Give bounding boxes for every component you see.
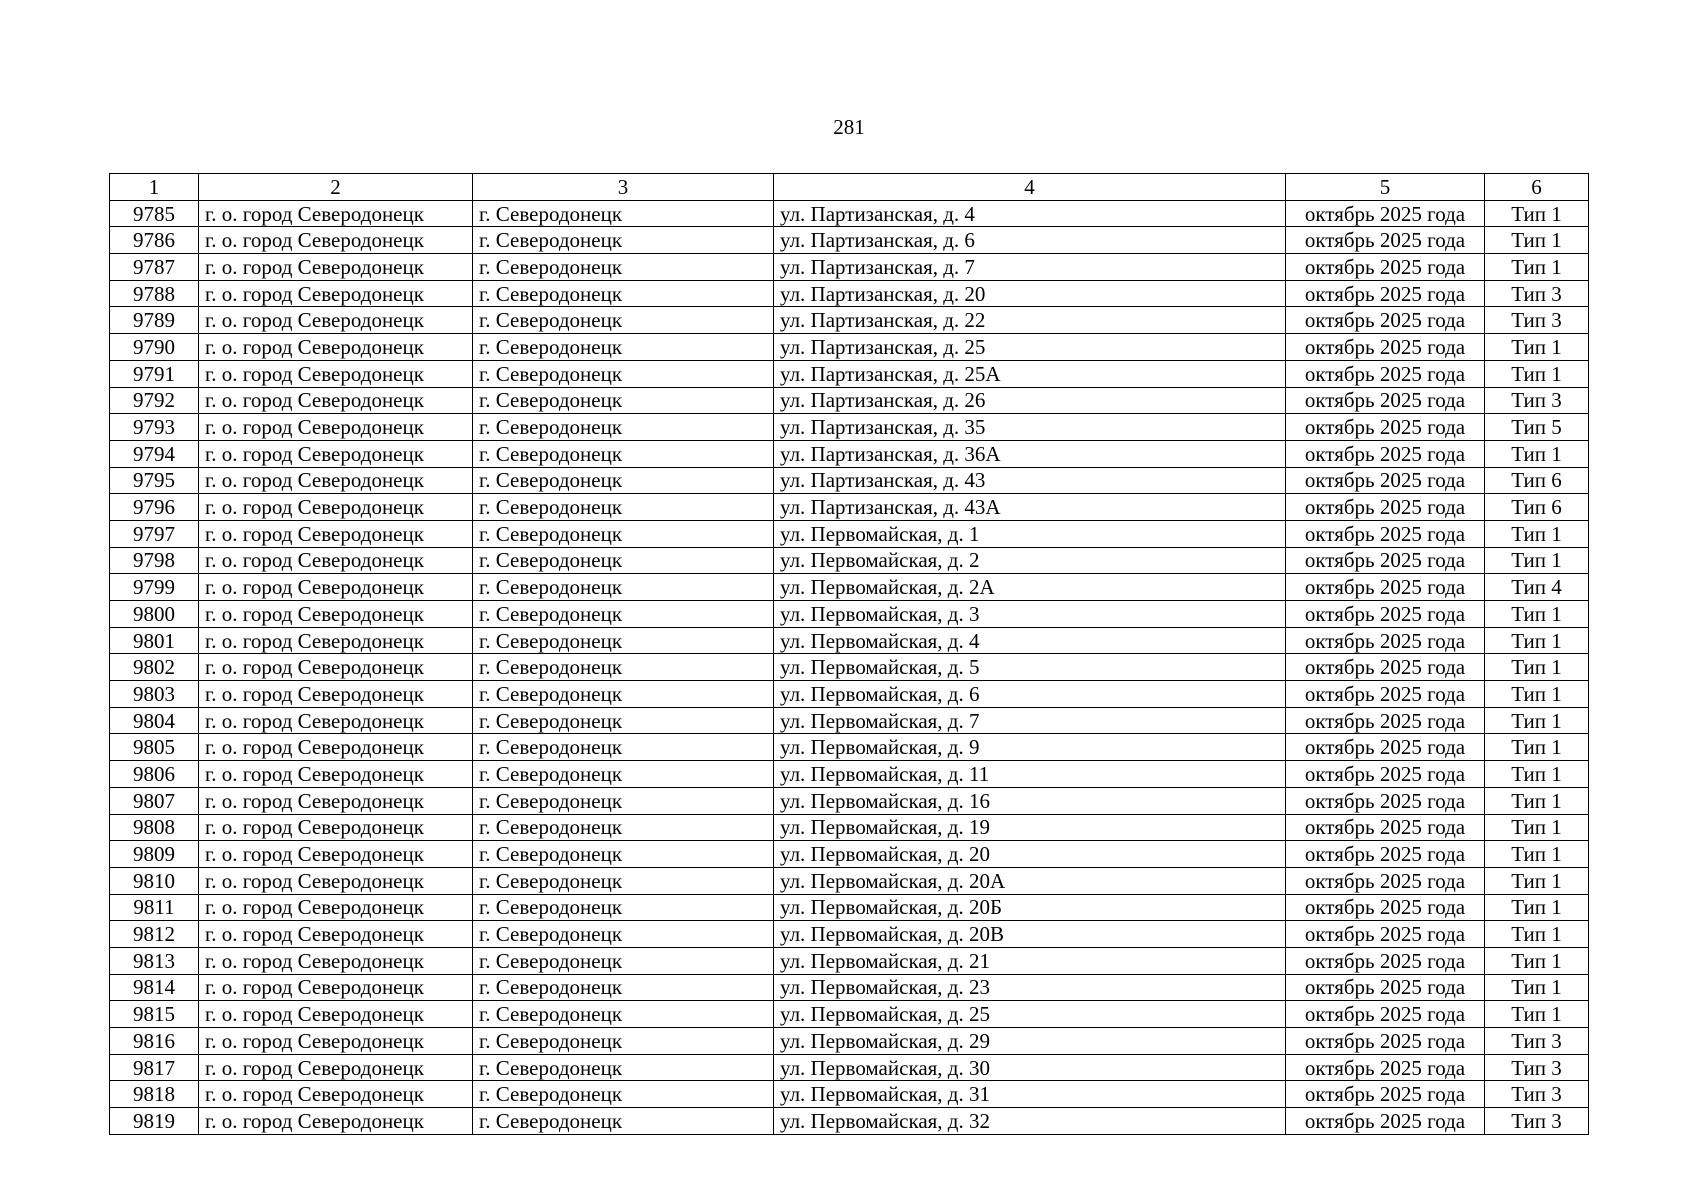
row-number-cell: 9807 (110, 787, 199, 814)
municipality-cell: г. о. город Северодонецк (199, 440, 473, 467)
type-cell: Тип 4 (1485, 574, 1589, 601)
address-cell: ул. Первомайская, д. 29 (774, 1028, 1286, 1055)
locality-cell: г. Северодонецк (473, 547, 774, 574)
address-cell: ул. Партизанская, д. 36А (774, 440, 1286, 467)
deadline-cell: октябрь 2025 года (1286, 360, 1485, 387)
type-cell: Тип 6 (1485, 467, 1589, 494)
type-cell: Тип 1 (1485, 200, 1589, 227)
deadline-cell: октябрь 2025 года (1286, 494, 1485, 521)
table-header-row (110, 174, 1589, 201)
type-cell: Тип 1 (1485, 734, 1589, 761)
row-number-cell: 9816 (110, 1028, 199, 1055)
deadline-cell: октябрь 2025 года (1286, 520, 1485, 547)
deadline-cell: октябрь 2025 года (1286, 467, 1485, 494)
locality-cell: г. Северодонецк (473, 867, 774, 894)
type-cell: Тип 1 (1485, 227, 1589, 254)
type-cell: Тип 1 (1485, 254, 1589, 281)
row-number-cell: 9804 (110, 707, 199, 734)
type-cell: Тип 3 (1485, 307, 1589, 334)
deadline-cell: октябрь 2025 года (1286, 1108, 1485, 1135)
table-row (110, 520, 1589, 547)
table-row (110, 761, 1589, 788)
table-row (110, 227, 1589, 254)
address-cell: ул. Первомайская, д. 25 (774, 1001, 1286, 1028)
address-cell: ул. Партизанская, д. 6 (774, 227, 1286, 254)
table-row (110, 707, 1589, 734)
type-cell: Тип 1 (1485, 520, 1589, 547)
type-cell: Тип 3 (1485, 1081, 1589, 1108)
table-row (110, 1028, 1589, 1055)
address-cell: ул. Первомайская, д. 7 (774, 707, 1286, 734)
row-number-cell: 9793 (110, 414, 199, 441)
page-number: 281 (833, 115, 865, 139)
deadline-cell: октябрь 2025 года (1286, 894, 1485, 921)
table-row (110, 1001, 1589, 1028)
municipality-cell: г. о. город Северодонецк (199, 947, 473, 974)
address-cell: ул. Партизанская, д. 22 (774, 307, 1286, 334)
deadline-cell: октябрь 2025 года (1286, 574, 1485, 601)
deadline-cell: октябрь 2025 года (1286, 547, 1485, 574)
locality-cell: г. Северодонецк (473, 627, 774, 654)
municipality-cell: г. о. город Северодонецк (199, 547, 473, 574)
locality-cell: г. Северодонецк (473, 1054, 774, 1081)
address-cell: ул. Первомайская, д. 3 (774, 601, 1286, 628)
address-cell: ул. Первомайская, д. 5 (774, 654, 1286, 681)
type-cell: Тип 1 (1485, 841, 1589, 868)
type-cell: Тип 3 (1485, 280, 1589, 307)
table-row (110, 654, 1589, 681)
address-cell: ул. Партизанская, д. 25А (774, 360, 1286, 387)
municipality-cell: г. о. город Северодонецк (199, 974, 473, 1001)
deadline-cell: октябрь 2025 года (1286, 681, 1485, 708)
address-cell: ул. Первомайская, д. 4 (774, 627, 1286, 654)
row-number-cell: 9801 (110, 627, 199, 654)
row-number-cell: 9795 (110, 467, 199, 494)
type-cell: Тип 1 (1485, 947, 1589, 974)
deadline-cell: октябрь 2025 года (1286, 200, 1485, 227)
address-cell: ул. Первомайская, д. 11 (774, 761, 1286, 788)
deadline-cell: октябрь 2025 года (1286, 761, 1485, 788)
locality-cell: г. Северодонецк (473, 227, 774, 254)
address-cell: ул. Первомайская, д. 20А (774, 867, 1286, 894)
locality-cell: г. Северодонецк (473, 974, 774, 1001)
column-header-4: 4 (774, 174, 1286, 201)
row-number-cell: 9794 (110, 440, 199, 467)
row-number-cell: 9797 (110, 520, 199, 547)
address-cell: ул. Первомайская, д. 30 (774, 1054, 1286, 1081)
table-row (110, 947, 1589, 974)
table-row (110, 867, 1589, 894)
municipality-cell: г. о. город Северодонецк (199, 1081, 473, 1108)
type-cell: Тип 1 (1485, 894, 1589, 921)
deadline-cell: октябрь 2025 года (1286, 921, 1485, 948)
municipality-cell: г. о. город Северодонецк (199, 761, 473, 788)
table-row (110, 254, 1589, 281)
row-number-cell: 9785 (110, 200, 199, 227)
municipality-cell: г. о. город Северодонецк (199, 520, 473, 547)
row-number-cell: 9792 (110, 387, 199, 414)
type-cell: Тип 3 (1485, 1028, 1589, 1055)
address-cell: ул. Первомайская, д. 2 (774, 547, 1286, 574)
type-cell: Тип 1 (1485, 440, 1589, 467)
table-row (110, 894, 1589, 921)
deadline-cell: октябрь 2025 года (1286, 254, 1485, 281)
table-row (110, 494, 1589, 521)
type-cell: Тип 1 (1485, 707, 1589, 734)
table-row (110, 1054, 1589, 1081)
table-row (110, 414, 1589, 441)
row-number-cell: 9811 (110, 894, 199, 921)
table-row (110, 681, 1589, 708)
address-cell: ул. Партизанская, д. 43 (774, 467, 1286, 494)
table-row (110, 787, 1589, 814)
locality-cell: г. Северодонецк (473, 707, 774, 734)
locality-cell: г. Северодонецк (473, 1108, 774, 1135)
address-cell: ул. Партизанская, д. 4 (774, 200, 1286, 227)
municipality-cell: г. о. город Северодонецк (199, 1054, 473, 1081)
locality-cell: г. Северодонецк (473, 574, 774, 601)
table-body (110, 200, 1589, 1134)
address-cell: ул. Первомайская, д. 16 (774, 787, 1286, 814)
address-cell: ул. Первомайская, д. 2А (774, 574, 1286, 601)
row-number-cell: 9787 (110, 254, 199, 281)
row-number-cell: 9809 (110, 841, 199, 868)
deadline-cell: октябрь 2025 года (1286, 841, 1485, 868)
deadline-cell: октябрь 2025 года (1286, 440, 1485, 467)
table-row (110, 467, 1589, 494)
locality-cell: г. Северодонецк (473, 467, 774, 494)
address-cell: ул. Первомайская, д. 20Б (774, 894, 1286, 921)
type-cell: Тип 1 (1485, 547, 1589, 574)
deadline-cell: октябрь 2025 года (1286, 627, 1485, 654)
deadline-cell: октябрь 2025 года (1286, 387, 1485, 414)
locality-cell: г. Северодонецк (473, 414, 774, 441)
type-cell: Тип 1 (1485, 601, 1589, 628)
address-cell: ул. Первомайская, д. 1 (774, 520, 1286, 547)
row-number-cell: 9814 (110, 974, 199, 1001)
row-number-cell: 9796 (110, 494, 199, 521)
municipality-cell: г. о. город Северодонецк (199, 681, 473, 708)
locality-cell: г. Северодонецк (473, 1081, 774, 1108)
deadline-cell: октябрь 2025 года (1286, 280, 1485, 307)
deadline-cell: октябрь 2025 года (1286, 601, 1485, 628)
municipality-cell: г. о. город Северодонецк (199, 894, 473, 921)
row-number-cell: 9799 (110, 574, 199, 601)
column-header-5: 5 (1286, 174, 1485, 201)
locality-cell: г. Северодонецк (473, 601, 774, 628)
row-number-cell: 9818 (110, 1081, 199, 1108)
locality-cell: г. Северодонецк (473, 520, 774, 547)
address-cell: ул. Партизанская, д. 7 (774, 254, 1286, 281)
row-number-cell: 9813 (110, 947, 199, 974)
locality-cell: г. Северодонецк (473, 200, 774, 227)
deadline-cell: октябрь 2025 года (1286, 1028, 1485, 1055)
locality-cell: г. Северодонецк (473, 440, 774, 467)
locality-cell: г. Северодонецк (473, 921, 774, 948)
locality-cell: г. Северодонецк (473, 654, 774, 681)
row-number-cell: 9802 (110, 654, 199, 681)
municipality-cell: г. о. город Северодонецк (199, 601, 473, 628)
row-number-cell: 9798 (110, 547, 199, 574)
row-number-cell: 9791 (110, 360, 199, 387)
table-row (110, 814, 1589, 841)
deadline-cell: октябрь 2025 года (1286, 1001, 1485, 1028)
locality-cell: г. Северодонецк (473, 254, 774, 281)
municipality-cell: г. о. город Северодонецк (199, 1108, 473, 1135)
address-cell: ул. Первомайская, д. 20 (774, 841, 1286, 868)
locality-cell: г. Северодонецк (473, 841, 774, 868)
deadline-cell: октябрь 2025 года (1286, 654, 1485, 681)
municipality-cell: г. о. город Северодонецк (199, 280, 473, 307)
municipality-cell: г. о. город Северодонецк (199, 921, 473, 948)
address-cell: ул. Партизанская, д. 43А (774, 494, 1286, 521)
address-cell: ул. Первомайская, д. 21 (774, 947, 1286, 974)
address-cell: ул. Партизанская, д. 20 (774, 280, 1286, 307)
deadline-cell: октябрь 2025 года (1286, 1054, 1485, 1081)
municipality-cell: г. о. город Северодонецк (199, 307, 473, 334)
municipality-cell: г. о. город Северодонецк (199, 707, 473, 734)
table-row (110, 1108, 1589, 1135)
address-cell: ул. Партизанская, д. 35 (774, 414, 1286, 441)
type-cell: Тип 1 (1485, 867, 1589, 894)
address-cell: ул. Первомайская, д. 32 (774, 1108, 1286, 1135)
municipality-cell: г. о. город Северодонецк (199, 387, 473, 414)
row-number-cell: 9786 (110, 227, 199, 254)
row-number-cell: 9815 (110, 1001, 199, 1028)
locality-cell: г. Северодонецк (473, 734, 774, 761)
municipality-cell: г. о. город Северодонецк (199, 574, 473, 601)
table-row (110, 387, 1589, 414)
row-number-cell: 9819 (110, 1108, 199, 1135)
row-number-cell: 9788 (110, 280, 199, 307)
municipality-cell: г. о. город Северодонецк (199, 1028, 473, 1055)
municipality-cell: г. о. город Северодонецк (199, 334, 473, 361)
locality-cell: г. Северодонецк (473, 280, 774, 307)
table-row (110, 1081, 1589, 1108)
locality-cell: г. Северодонецк (473, 1028, 774, 1055)
locality-cell: г. Северодонецк (473, 947, 774, 974)
locality-cell: г. Северодонецк (473, 1001, 774, 1028)
address-cell: ул. Первомайская, д. 31 (774, 1081, 1286, 1108)
municipality-cell: г. о. город Северодонецк (199, 254, 473, 281)
locality-cell: г. Северодонецк (473, 494, 774, 521)
type-cell: Тип 3 (1485, 1054, 1589, 1081)
deadline-cell: октябрь 2025 года (1286, 334, 1485, 361)
type-cell: Тип 1 (1485, 627, 1589, 654)
municipality-cell: г. о. город Северодонецк (199, 841, 473, 868)
municipality-cell: г. о. город Северодонецк (199, 867, 473, 894)
address-cell: ул. Первомайская, д. 20В (774, 921, 1286, 948)
address-cell: ул. Партизанская, д. 25 (774, 334, 1286, 361)
table-row (110, 627, 1589, 654)
type-cell: Тип 1 (1485, 360, 1589, 387)
type-cell: Тип 1 (1485, 334, 1589, 361)
municipality-cell: г. о. город Северодонецк (199, 360, 473, 387)
column-header-1: 1 (110, 174, 199, 201)
locality-cell: г. Северодонецк (473, 307, 774, 334)
municipality-cell: г. о. город Северодонецк (199, 467, 473, 494)
deadline-cell: октябрь 2025 года (1286, 734, 1485, 761)
table-row (110, 440, 1589, 467)
deadline-cell: октябрь 2025 года (1286, 307, 1485, 334)
table-row (110, 547, 1589, 574)
type-cell: Тип 1 (1485, 921, 1589, 948)
table-row (110, 334, 1589, 361)
type-cell: Тип 3 (1485, 387, 1589, 414)
type-cell: Тип 1 (1485, 787, 1589, 814)
locality-cell: г. Северодонецк (473, 814, 774, 841)
table-row (110, 360, 1589, 387)
type-cell: Тип 6 (1485, 494, 1589, 521)
deadline-cell: октябрь 2025 года (1286, 787, 1485, 814)
address-cell: ул. Первомайская, д. 9 (774, 734, 1286, 761)
row-number-cell: 9803 (110, 681, 199, 708)
type-cell: Тип 1 (1485, 681, 1589, 708)
deadline-cell: октябрь 2025 года (1286, 974, 1485, 1001)
municipality-cell: г. о. город Северодонецк (199, 734, 473, 761)
column-header-3: 3 (473, 174, 774, 201)
row-number-cell: 9790 (110, 334, 199, 361)
row-number-cell: 9812 (110, 921, 199, 948)
deadline-cell: октябрь 2025 года (1286, 947, 1485, 974)
address-cell: ул. Партизанская, д. 26 (774, 387, 1286, 414)
type-cell: Тип 1 (1485, 1001, 1589, 1028)
locality-cell: г. Северодонецк (473, 787, 774, 814)
housing-registry-table (109, 173, 1589, 1135)
locality-cell: г. Северодонецк (473, 360, 774, 387)
row-number-cell: 9800 (110, 601, 199, 628)
row-number-cell: 9806 (110, 761, 199, 788)
deadline-cell: октябрь 2025 года (1286, 867, 1485, 894)
locality-cell: г. Северодонецк (473, 761, 774, 788)
municipality-cell: г. о. город Северодонецк (199, 200, 473, 227)
municipality-cell: г. о. город Северодонецк (199, 494, 473, 521)
locality-cell: г. Северодонецк (473, 387, 774, 414)
deadline-cell: октябрь 2025 года (1286, 814, 1485, 841)
locality-cell: г. Северодонецк (473, 894, 774, 921)
table-row (110, 200, 1589, 227)
type-cell: Тип 1 (1485, 654, 1589, 681)
type-cell: Тип 1 (1485, 761, 1589, 788)
row-number-cell: 9817 (110, 1054, 199, 1081)
table-row (110, 974, 1589, 1001)
table-row (110, 574, 1589, 601)
type-cell: Тип 1 (1485, 814, 1589, 841)
municipality-cell: г. о. город Северодонецк (199, 787, 473, 814)
municipality-cell: г. о. город Северодонецк (199, 654, 473, 681)
type-cell: Тип 1 (1485, 974, 1589, 1001)
address-cell: ул. Первомайская, д. 6 (774, 681, 1286, 708)
table-row (110, 307, 1589, 334)
deadline-cell: октябрь 2025 года (1286, 227, 1485, 254)
row-number-cell: 9805 (110, 734, 199, 761)
municipality-cell: г. о. город Северодонецк (199, 227, 473, 254)
address-cell: ул. Первомайская, д. 23 (774, 974, 1286, 1001)
row-number-cell: 9810 (110, 867, 199, 894)
address-cell: ул. Первомайская, д. 19 (774, 814, 1286, 841)
municipality-cell: г. о. город Северодонецк (199, 627, 473, 654)
row-number-cell: 9789 (110, 307, 199, 334)
table-row (110, 841, 1589, 868)
deadline-cell: октябрь 2025 года (1286, 1081, 1485, 1108)
column-header-2: 2 (199, 174, 473, 201)
row-number-cell: 9808 (110, 814, 199, 841)
table-row (110, 734, 1589, 761)
deadline-cell: октябрь 2025 года (1286, 414, 1485, 441)
municipality-cell: г. о. город Северодонецк (199, 814, 473, 841)
locality-cell: г. Северодонецк (473, 681, 774, 708)
municipality-cell: г. о. город Северодонецк (199, 414, 473, 441)
table-row (110, 921, 1589, 948)
column-header-6: 6 (1485, 174, 1589, 201)
type-cell: Тип 5 (1485, 414, 1589, 441)
locality-cell: г. Северодонецк (473, 334, 774, 361)
deadline-cell: октябрь 2025 года (1286, 707, 1485, 734)
type-cell: Тип 3 (1485, 1108, 1589, 1135)
table-row (110, 280, 1589, 307)
municipality-cell: г. о. город Северодонецк (199, 1001, 473, 1028)
table-row (110, 601, 1589, 628)
